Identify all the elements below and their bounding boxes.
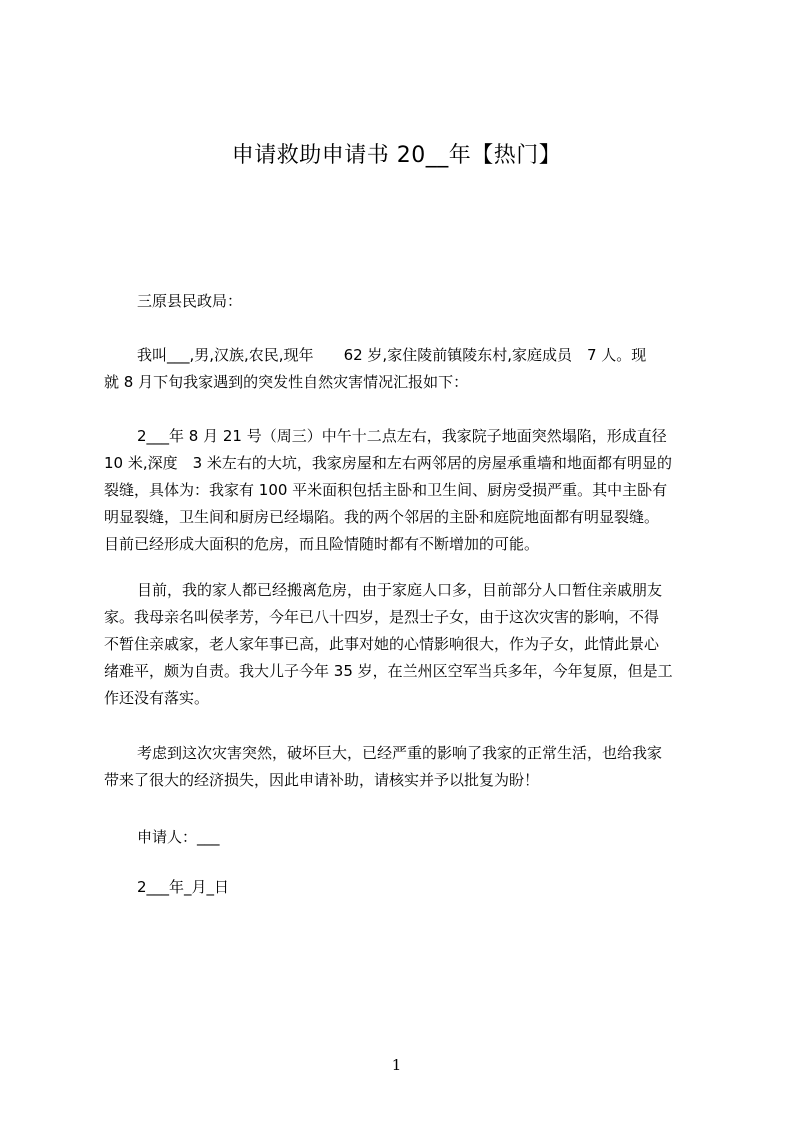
paragraph-introduction [104, 342, 700, 396]
salutation [104, 288, 733, 315]
paragraph-family-situation [104, 577, 700, 712]
page-number: 1 [391, 1056, 402, 1074]
paragraph-line: 2___年 8 月 21 号（周三）中午十二点左右，我家院子地面突然塌陷，形成直径 [137, 427, 667, 445]
document-title: 申请救助申请书 20__年【热门】 [231, 143, 562, 168]
paragraph-line: 不暂住亲戚家，老人家年事已高，此事对她的心情影响很大，作为子女，此情此景心 [104, 635, 660, 653]
date-line [104, 874, 733, 901]
paragraph-line: 带来了很大的经济损失，因此申请补助，请核实并予以批复为盼！ [104, 771, 540, 789]
paragraph-line: 目前已经形成大面积的危房，而且险情随时都有不断增加的可能。 [104, 535, 540, 553]
paragraph-line: 明显裂缝，卫生间和厨房已经塌陷。我的两个邻居的主卧和庭院地面都有明显裂缝。 [104, 508, 660, 526]
paragraph-line: 绪难平，颇为自责。我大儿子今年 35 岁，在兰州区空军当兵多年，今年复原，但是工 [104, 662, 673, 680]
paragraph-line: 家。我母亲名叫侯孝芳，今年已八十四岁，是烈士子女，由于这次灾害的影响，不得 [104, 608, 660, 626]
paragraph-request [104, 740, 700, 794]
paragraph-line: 裂缝，具体为：我家有 100 平米面积包括主卧和卫生间、厨房受损严重。其中主卧有 [104, 481, 668, 499]
paragraph-incident [104, 423, 700, 558]
applicant-line [104, 824, 733, 851]
applicant-text: 申请人：___ [137, 828, 220, 846]
paragraph-line: 10 米,深度 3 米左右的大坑，我家房屋和左右两邻居的房屋承重墙和地面都有明显的 [104, 454, 672, 472]
paragraph-line: 考虑到这次灾害突然，破坏巨大，已经严重的影响了我家的正常生活，也给我家 [137, 744, 663, 762]
paragraph-line: 我叫___,男,汉族,农民,现年 62 岁,家住陵前镇陵东村,家庭成员 7 人。现 [137, 346, 647, 364]
paragraph-line: 就 8 月下旬我家遇到的突发性自然灾害情况汇报如下： [104, 373, 469, 391]
paragraph-line: 目前，我的家人都已经搬离危房，由于家庭人口多，目前部分人口暂住亲戚朋友 [137, 581, 663, 599]
salutation-text: 三原县民政局： [137, 292, 243, 310]
date-text: 2___年_月_日 [137, 878, 230, 896]
paragraph-line: 作还没有落实。 [104, 689, 210, 707]
